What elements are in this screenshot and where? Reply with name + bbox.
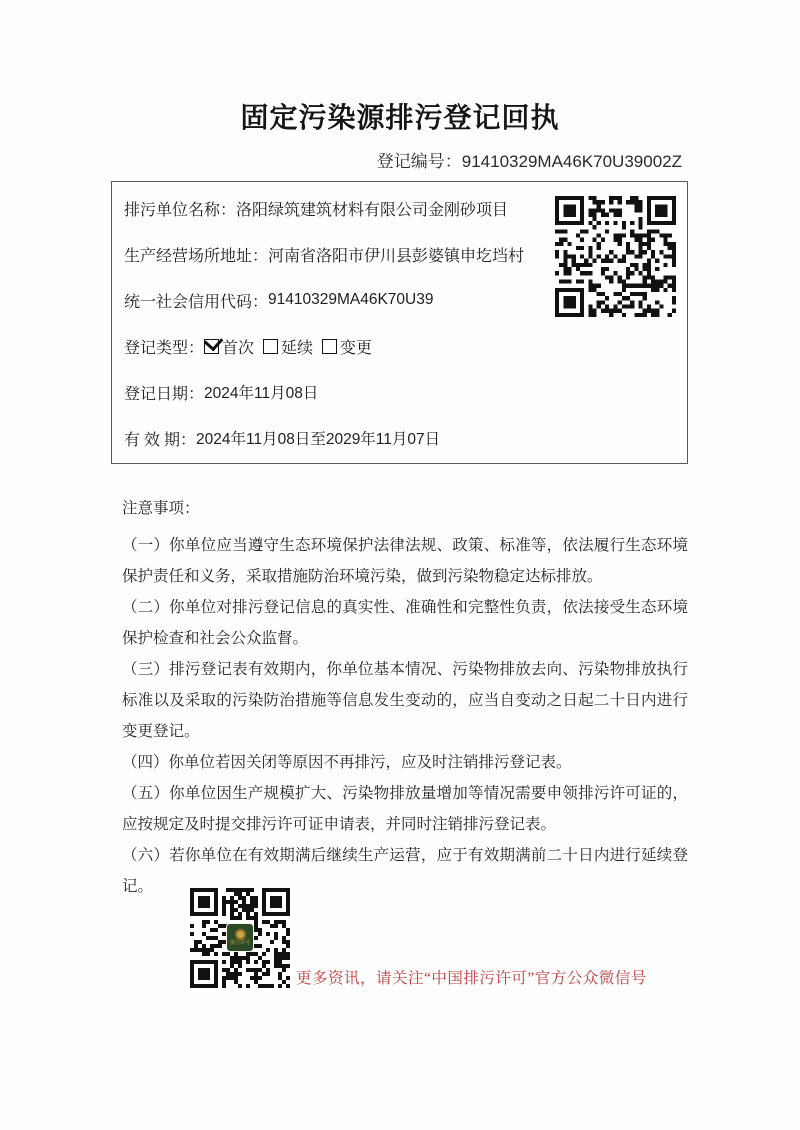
field-value: 91410329MA46K70U39 bbox=[268, 291, 434, 308]
registration-number bbox=[377, 147, 682, 172]
note-item: （六）若你单位在有效期满后继续生产运营，应于有效期满前二十日内进行延续登记。 bbox=[122, 847, 688, 895]
field-label: 登记日期： bbox=[124, 385, 205, 403]
notes-section bbox=[122, 493, 688, 902]
note-item: （三）排污登记表有效期内，你单位基本情况、污染物排放去向、污染物排放执行标准以及采取的污染防治措施等信息发生变动的，应当自变动之日起二十日内进行变更登记。 bbox=[122, 661, 688, 740]
field-registration-date bbox=[124, 369, 547, 415]
option-renewal bbox=[263, 335, 313, 358]
national-emblem-icon bbox=[235, 929, 246, 940]
qr-logo-text: 排污许可 bbox=[229, 941, 250, 946]
registration-type-options bbox=[204, 335, 381, 358]
field-credit-code bbox=[124, 277, 547, 323]
info-qr-code bbox=[555, 196, 676, 317]
note-item: （二）你单位对排污登记信息的真实性、准确性和完整性负责，依法接受生态环境保护检查和社会公众监督。 bbox=[122, 599, 688, 647]
field-value: 河南省洛阳市伊川县彭婆镇申圪垱村 bbox=[268, 247, 525, 265]
info-box bbox=[111, 181, 688, 464]
field-unit-name bbox=[124, 185, 547, 231]
option-label: 变更 bbox=[340, 339, 373, 357]
registration-number-label: 登记编号： bbox=[376, 152, 462, 171]
option-label: 首次 bbox=[222, 339, 255, 357]
field-registration-type bbox=[124, 323, 547, 369]
note-item: （五）你单位因生产规模扩大、污染物排放量增加等情况需要申领排污许可证的，应按规定及时提交排污许可证申请表，并同时注销排污登记表。 bbox=[122, 785, 688, 833]
option-change bbox=[322, 335, 372, 358]
field-address bbox=[124, 231, 547, 277]
field-label: 有 效 期： bbox=[124, 431, 197, 449]
info-fields bbox=[124, 185, 547, 461]
field-value: 洛阳绿筑建筑材料有限公司金刚砂项目 bbox=[236, 201, 509, 219]
field-value: 2024年11月08日至2029年11月07日 bbox=[196, 431, 441, 448]
field-value: 2024年11月08日 bbox=[204, 385, 319, 402]
footer-caption: 更多资讯，请关注“中国排污许可”官方公众微信号 bbox=[296, 970, 647, 987]
checkbox-icon bbox=[322, 339, 337, 354]
option-first-time bbox=[204, 335, 254, 358]
note-item: （四）你单位若因关闭等原因不再排污，应及时注销排污登记表。 bbox=[122, 754, 572, 771]
checkbox-icon bbox=[263, 339, 278, 354]
registration-number-value: 91410329MA46K70U39002Z bbox=[461, 152, 682, 171]
field-validity-period bbox=[124, 415, 547, 461]
field-label: 生产经营场所地址： bbox=[124, 247, 269, 265]
field-label: 排污单位名称： bbox=[124, 201, 237, 219]
qr-center-logo bbox=[226, 923, 254, 952]
field-label: 统一社会信用代码： bbox=[124, 293, 269, 311]
wechat-qr-container bbox=[190, 888, 290, 988]
document-title: 固定污染源排污登记回执 bbox=[240, 103, 560, 134]
note-item: （一）你单位应当遵守生态环境保护法律法规、政策、标准等，依法履行生态环境保护责任和义务，采取措施防治环境污染，做到污染物稳定达标排放。 bbox=[122, 537, 688, 585]
field-label: 登记类型： bbox=[124, 339, 205, 357]
notes-heading: 注意事项： bbox=[122, 500, 200, 517]
option-label: 延续 bbox=[281, 339, 314, 357]
checkbox-checked-icon bbox=[204, 339, 219, 354]
